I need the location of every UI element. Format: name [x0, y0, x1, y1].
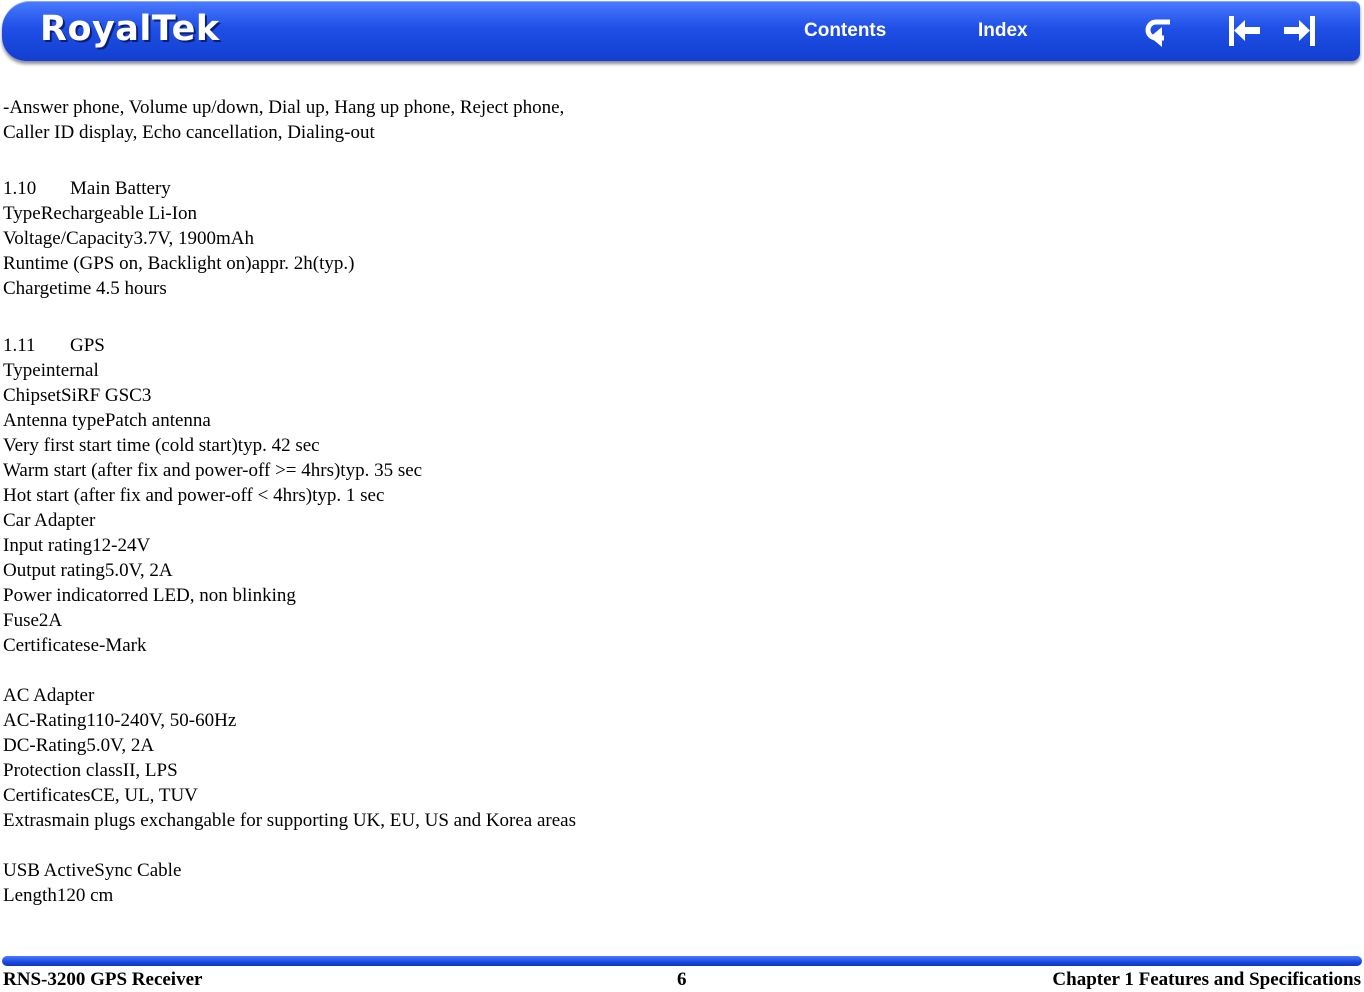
- spec-line: Hot start (after fix and power-off < 4hrs)typ. 1 sec: [3, 485, 385, 506]
- intro-line: -Answer phone, Volume up/down, Dial up, Hang up phone, Reject phone,: [3, 97, 565, 118]
- section-heading-battery: [3, 176, 1303, 201]
- intro-line: Caller ID display, Echo cancellation, Dialing-out: [3, 122, 375, 143]
- spec-line: Power indicatorred LED, non blinking: [3, 585, 296, 606]
- back-icon[interactable]: [1142, 16, 1174, 48]
- spec-line: AC Adapter: [3, 685, 95, 706]
- spec-line: Protection classII, LPS: [3, 760, 178, 781]
- spec-line: Typeinternal: [3, 360, 99, 381]
- page-number: 6: [677, 969, 687, 990]
- next-page-icon[interactable]: [1284, 16, 1316, 48]
- spec-line: Warm start (after fix and power-off >= 4hrs)typ. 35 sec: [3, 460, 423, 481]
- spec-line: Extrasmain plugs exchangable for supporting UK, EU, US and Korea areas: [3, 810, 577, 831]
- section-heading-gps: [3, 333, 1303, 358]
- spec-line: CertificatesCE, UL, TUV: [3, 785, 198, 806]
- spec-line: Input rating12-24V: [3, 535, 151, 556]
- contents-link[interactable]: Contents: [804, 20, 887, 41]
- spec-line: Output rating5.0V, 2A: [3, 560, 173, 581]
- index-link[interactable]: Index: [978, 20, 1028, 41]
- spec-line: Antenna typePatch antenna: [3, 410, 211, 431]
- page-content: [3, 95, 1303, 908]
- spec-line: USB ActiveSync Cable: [3, 860, 182, 881]
- spec-line: Voltage/Capacity3.7V, 1900mAh: [3, 228, 255, 249]
- footer-bar: [2, 956, 1362, 966]
- section-number: 1.11: [3, 335, 36, 356]
- previous-page-icon[interactable]: [1229, 16, 1261, 48]
- spec-line: AC-Rating110-240V, 50-60Hz: [3, 710, 237, 731]
- spec-line: Fuse2A: [3, 610, 63, 631]
- section-title: Main Battery: [70, 178, 171, 199]
- spec-line: Car Adapter: [3, 510, 96, 531]
- spec-line: Chargetime 4.5 hours: [3, 278, 167, 299]
- spec-line: Runtime (GPS on, Backlight on)appr. 2h(typ.): [3, 253, 355, 274]
- spec-line: DC-Rating5.0V, 2A: [3, 735, 155, 756]
- footer-chapter-title: Chapter 1 Features and Specifications: [1052, 969, 1361, 990]
- spec-line: Certificatese-Mark: [3, 635, 147, 656]
- spec-line: Length120 cm: [3, 885, 114, 906]
- section-title: GPS: [70, 335, 105, 356]
- header-bar: [2, 1, 1360, 61]
- footer-product-name: RNS-3200 GPS Receiver: [3, 969, 203, 990]
- spec-line: TypeRechargeable Li-Ion: [3, 203, 198, 224]
- section-number: 1.10: [3, 178, 37, 199]
- royaltek-logo: RoyalTek: [40, 9, 220, 49]
- spec-line: Very first start time (cold start)typ. 42 sec: [3, 435, 320, 456]
- spec-line: ChipsetSiRF GSC3: [3, 385, 152, 406]
